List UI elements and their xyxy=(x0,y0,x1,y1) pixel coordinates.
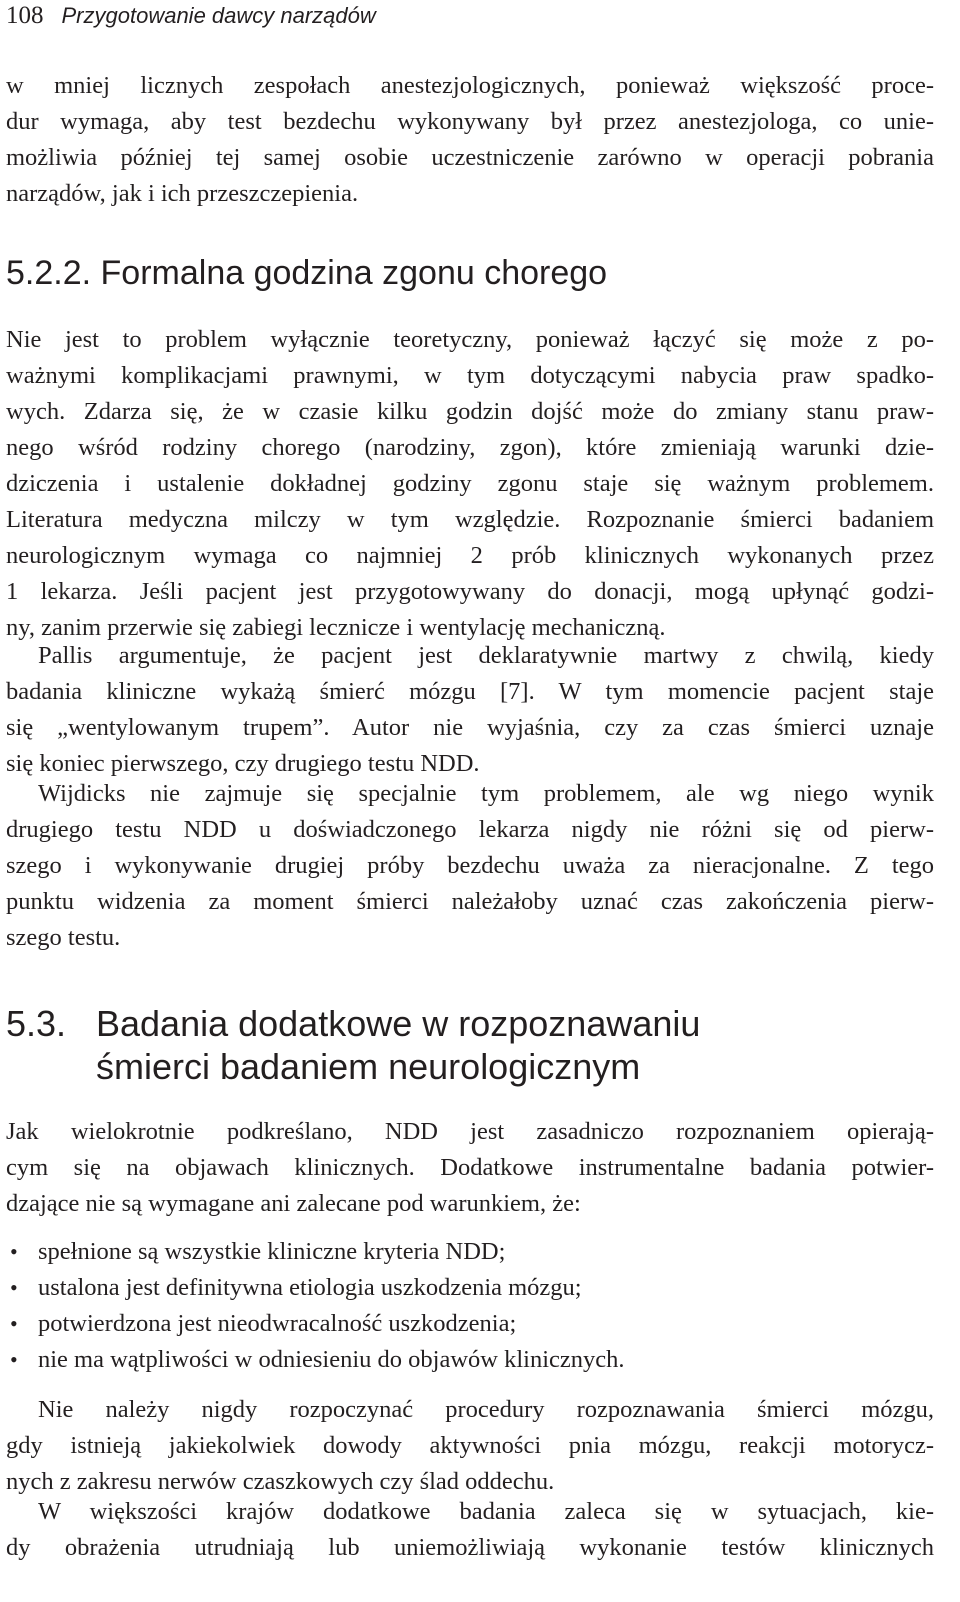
list-item xyxy=(6,1234,934,1270)
list-item xyxy=(6,1270,934,1306)
section-522-title: Formalna godzina zgonu chorego xyxy=(100,254,608,292)
list-item-text: spełnione są wszystkie kliniczne kryteria NDD; xyxy=(38,1238,506,1265)
body-line: nych z zakresu nerwów czaszkowych czy ślad oddechu. xyxy=(6,1468,555,1495)
body-line: Wijdicks nie zajmuje się specjalnie tym problemem, ale wg niego wynik xyxy=(38,780,934,807)
bullet-icon: • xyxy=(10,1239,18,1264)
body-line: 1 lekarza. Jeśli pacjent jest przygotowywany do donacji, mogą upłynąć godzi- xyxy=(6,578,934,605)
body-line: W większości krajów dodatkowe badania zaleca się w sytuacjach, kie- xyxy=(38,1498,934,1525)
body-line: Jak wielokrotnie podkreślano, NDD jest zasadniczo rozpoznaniem opierają- xyxy=(6,1118,934,1145)
section-53-title-line2: śmierci badaniem neurologicznym xyxy=(96,1046,641,1087)
body-line: gdy istnieją jakiekolwiek dowody aktywności pnia mózgu, reakcji motorycz- xyxy=(6,1432,934,1459)
list-item xyxy=(6,1306,934,1342)
section-53-heading xyxy=(6,1003,700,1049)
section-522-heading xyxy=(6,254,607,298)
intro-line: dur wymaga, aby test bezdechu wykonywany był przez anestezjologa, co unie- xyxy=(6,108,934,135)
bullet-icon: • xyxy=(10,1311,18,1336)
list-item-text: nie ma wątpliwości w odniesieniu do objawów klinicznych. xyxy=(38,1346,625,1373)
body-line: dzające nie są wymagane ani zalecane pod warunkiem, że: xyxy=(6,1190,581,1217)
body-line: drugiego testu NDD u doświadczonego lekarza nigdy nie różni się od pierw- xyxy=(6,816,934,843)
body-line: ważnymi komplikacjami prawnymi, w tym dotyczącymi nabycia praw spadko- xyxy=(6,362,934,389)
body-line: Literatura medyczna milczy w tym względzie. Rozpoznanie śmierci badaniem xyxy=(6,506,934,533)
body-line: nego wśród rodziny chorego (narodziny, zgon), które zmieniają warunki dzie- xyxy=(6,434,934,461)
body-line: cym się na objawach klinicznych. Dodatkowe instrumentalne badania potwier- xyxy=(6,1154,934,1181)
section-53-number: 5.3. xyxy=(6,1003,67,1044)
body-line: neurologicznym wymaga co najmniej 2 prób klinicznych wykonanych przez xyxy=(6,542,934,569)
body-line: szego i wykonywanie drugiej próby bezdechu uważa za nieracjonalne. Z tego xyxy=(6,852,934,879)
body-line: dy obrażenia utrudniają lub uniemożliwiają wykonanie testów klinicznych xyxy=(6,1534,934,1561)
bullet-icon: • xyxy=(10,1275,18,1300)
body-line: się „wentylowanym trupem”. Autor nie wyjaśnia, czy za czas śmierci uznaje xyxy=(6,714,934,741)
intro-line: możliwia później tej samej osobie uczestniczenie zarówno w operacji pobrania xyxy=(6,144,934,171)
body-line: Nie jest to problem wyłącznie teoretyczny, ponieważ łączyć się może z po- xyxy=(6,326,934,353)
running-header xyxy=(6,2,376,32)
body-line: Nie należy nigdy rozpoczynać procedury rozpoznawania śmierci mózgu, xyxy=(38,1396,934,1423)
body-line: wych. Zdarza się, że w czasie kilku godzin dojść może do zmiany stanu praw- xyxy=(6,398,934,425)
intro-line: w mniej licznych zespołach anestezjologicznych, ponieważ większość proce- xyxy=(6,72,934,99)
body-line: Pallis argumentuje, że pacjent jest deklaratywnie martwy z chwilą, kiedy xyxy=(38,642,934,669)
list-item-text: ustalona jest definitywna etiologia uszkodzenia mózgu; xyxy=(38,1274,582,1301)
body-line: się koniec pierwszego, czy drugiego testu NDD. xyxy=(6,750,480,777)
list-item xyxy=(6,1342,934,1378)
body-line: dziczenia i ustalenie dokładnej godziny zgonu staje się ważnym problemem. xyxy=(6,470,934,497)
body-line: ny, zanim przerwie się zabiegi lecznicze i wentylację mechaniczną. xyxy=(6,614,666,641)
body-line: szego testu. xyxy=(6,924,121,951)
section-53-title-line1: Badania dodatkowe w rozpoznawaniu xyxy=(96,1003,701,1044)
body-line: punktu widzenia za moment śmierci należałoby uznać czas zakończenia pierw- xyxy=(6,888,934,915)
intro-line: narządów, jak i ich przeszczepienia. xyxy=(6,180,359,207)
section-522-number: 5.2.2. xyxy=(6,254,92,292)
page-number: 108 xyxy=(6,2,44,29)
body-line: badania kliniczne wykażą śmierć mózgu [7]. W tym momencie pacjent staje xyxy=(6,678,934,705)
bullet-icon: • xyxy=(10,1347,18,1372)
running-title: Przygotowanie dawcy narządów xyxy=(61,3,376,28)
list-item-text: potwierdzona jest nieodwracalność uszkodzenia; xyxy=(38,1310,517,1337)
